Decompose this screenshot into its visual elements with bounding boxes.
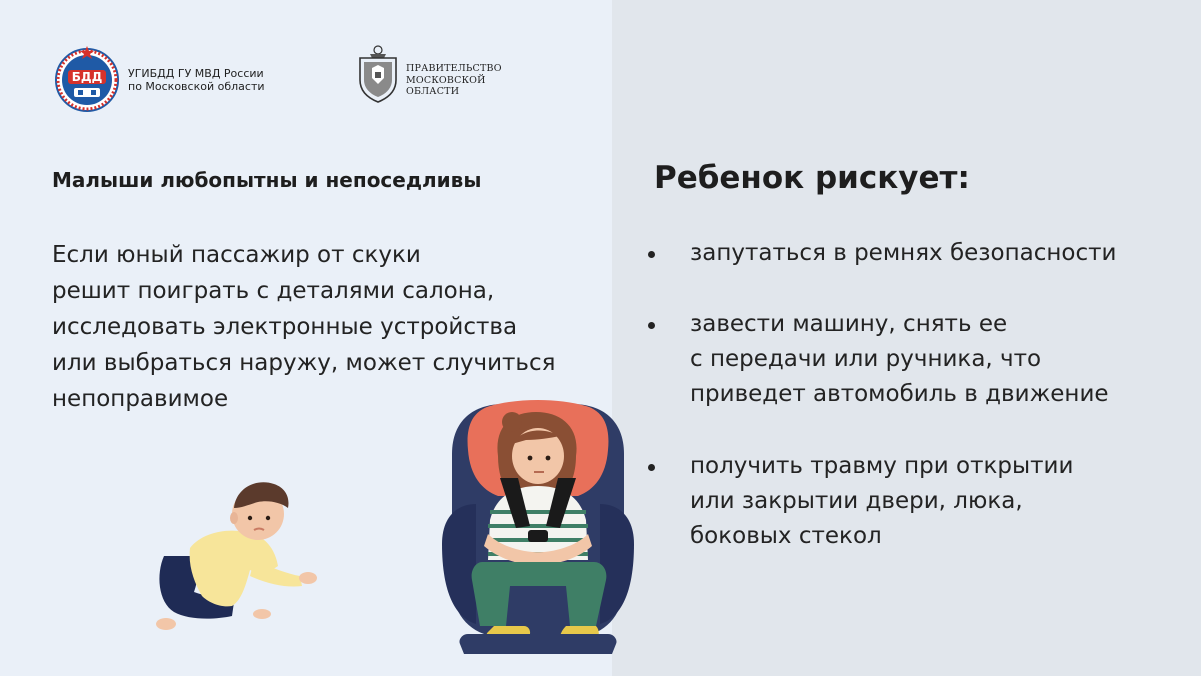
risk-list-item [648,236,1188,271]
risk-list-item [648,449,1188,554]
gibdd-caption-line1: УГИБДД ГУ МВД России [128,67,264,80]
coat-of-arms-icon [356,44,400,104]
bullet-dot-icon [648,464,655,471]
government-caption-line2: МОСКОВСКОЙ [406,74,486,86]
risk-text-line: приведет автомобиль в движение [690,381,1109,407]
risk-text-line: с передачи или ручника, что [690,346,1042,372]
left-heading: Малыши любопытны и непоседливы [52,168,482,192]
bullet-dot-icon [648,322,655,329]
government-caption [406,63,502,98]
body-line: решит поиграть с деталями салона, [52,278,495,304]
risk-list-item [648,307,1188,412]
risk-text-line: боковых стекол [690,523,882,549]
body-line: или выбраться наружу, может случиться [52,350,556,376]
risk-text-line: получить травму при открытии [690,453,1074,479]
right-heading: Ребенок рискует: [654,160,970,196]
left-body-text [52,237,612,417]
girl-in-car-seat-illustration [438,394,638,658]
gibdd-emblem-letters: БДД [71,70,103,84]
risk-text-line: или закрытии двери, люка, [690,488,1023,514]
risk-text-line: завести машину, снять ее [690,311,1008,337]
government-caption-line3: ОБЛАСТИ [406,86,460,97]
risk-text-line: запутаться в ремнях безопасности [690,240,1117,266]
gibdd-caption-line2: по Московской области [128,80,265,93]
gibdd-caption [128,67,265,93]
bullet-dot-icon [648,251,655,258]
government-caption-line1: ПРАВИТЕЛЬСТВО [406,63,502,74]
crawling-baby-illustration [150,478,330,638]
gibdd-emblem-icon [54,44,120,114]
body-line: непоправимое [52,386,229,412]
body-line: исследовать электронные устройства [52,314,518,340]
risk-list [648,236,1188,554]
body-line: Если юный пассажир от скуки [52,242,421,268]
